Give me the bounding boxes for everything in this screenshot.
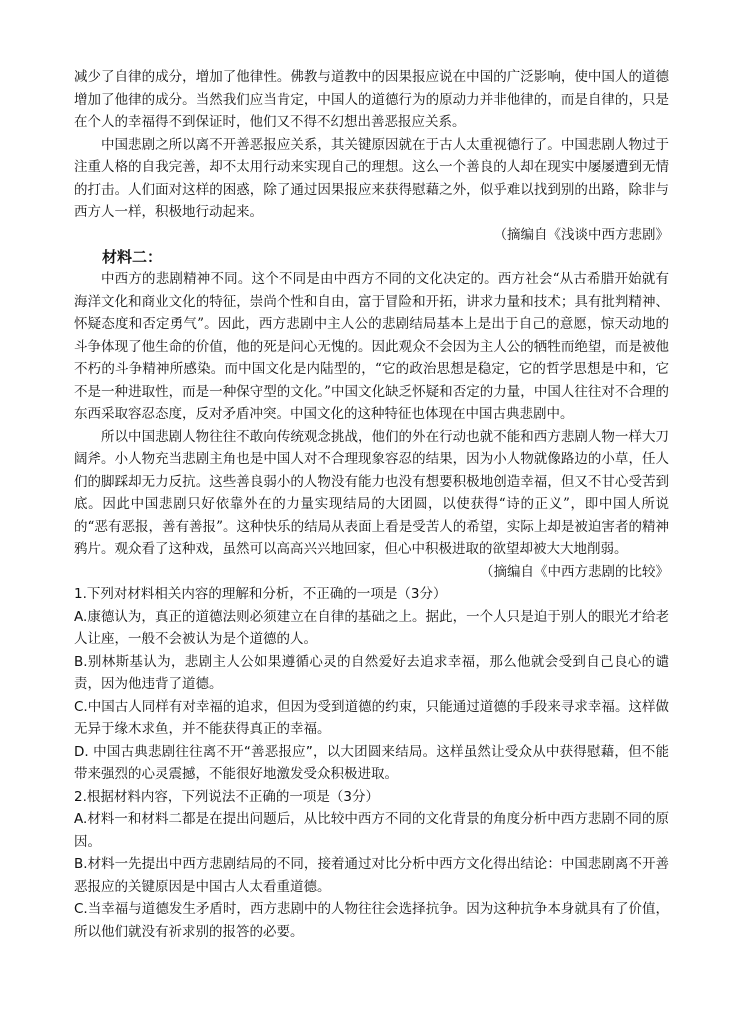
question-2-option-c: C.当幸福与道德发生矛盾时，西方悲剧中的人物往往会选择抗争。因为这种抗争本身就具有了价值，所以他们就没有祈求别的报答的必要。 xyxy=(74,901,669,940)
material1-paragraph-2: 中国悲剧之所以离不开善恶报应关系，其关键原因就在于古人太重视德行了。中国悲剧人物过于注重人格的自我完善，却不太用行动来实现自己的理想。这么一个善良的人却在现实中屡屡遭到无情的打击。人们面对这样的困惑，除了通过因果报应来获得慰藉之外，似乎难以找到别的出路，除非与西方人一样，积极地行动起来。 xyxy=(74,136,669,220)
question-2-option-b: B.材料一先提出中西方悲剧结局的不同，接着通过对比分析中西方文化得出结论：中国悲剧离不开善恶报应的关键原因是中国古人太看重道德。 xyxy=(74,856,669,895)
question-1-option-b: B.别林斯基认为，悲剧主人公如果遵循心灵的自然爱好去追求幸福，那么他就会受到自己良心的谴责，因为他违背了道德。 xyxy=(74,653,669,692)
question-1-option-c: C.中国古人同样有对幸福的追求，但因为受到道德的约束，只能通过道德的手段来寻求幸福。这样做无异于缘木求鱼，并不能获得真正的幸福。 xyxy=(74,698,669,737)
material2-paragraph-2: 所以中国悲剧人物往往不敢向传统观念挑战，他们的外在行动也就不能和西方悲剧人物一样大刀阔斧。小人物充当悲剧主角也是中国人对不合理现象容忍的结果，因为小人物就像路边的小草，任人们的脚踩却无力反抗。这些善良弱小的人物没有能力也没有想要积极地创造幸福，但又不甘心受苦到底。因此中国悲剧只好依靠外在的力量实现结局的大团圆，以使获得“诗的正义”，即中国人所说的“恶有恶报，善有善报”。这种快乐的结局从表面上看是受苦人的希望，实际上却是被迫害者的精神鸦片。观众看了这种戏，虽然可以高高兴兴地回家，但心中积极进取的欲望却被大大地削弱。 xyxy=(74,428,669,557)
material2-paragraph-1: 中西方的悲剧精神不同。这个不同是由中西方不同的文化决定的。西方社会“从古希腊开始就有海洋文化和商业文化的特征，崇尚个性和自由，富于冒险和开拓，讲求力量和技术；具有批判精神、怀疑态度和否定勇气”。因此，西方悲剧中主人公的悲剧结局基本上是出于自己的意愿，惊天动地的斗争体现了他生命的价值，他的死是问心无愧的。因此观众不会因为主人公的牺牲而绝望，而是被他不朽的斗争精神所感染。而中国文化是内陆型的，“它的政治思想是稳定，它的哲学思想是中和，它不是一种进取性，而是一种保守型的文化。”中国文化缺乏怀疑和否定的力量，中国人往往对不合理的东西采取容忍态度，反对矛盾冲突。中国文化的这种特征也体现在中国古典悲剧中。 xyxy=(74,271,669,422)
material2-source: （摘编自《中西方悲剧的比较》 xyxy=(480,563,669,580)
question-1-option-d: D. 中国古典悲剧往往离不开“善恶报应”，以大团圆来结局。这样虽然让受众从中获得慰藉，但不能带来强烈的心灵震撼，不能很好地激发受众积极进取。 xyxy=(74,743,669,782)
material1-paragraph-1: 减少了自律的成分，增加了他律性。佛教与道教中的因果报应说在中国的广泛影响，使中国人的道德增加了他律的成分。当然我们应当肯定，中国人的道德行为的原动力并非他律的，而是自律的，只是在个人的幸福得不到保证时，他们又不得不幻想出善恶报应关系。 xyxy=(74,69,669,130)
material1-source: （摘编自《浅谈中西方悲剧》 xyxy=(493,226,669,243)
question-2-option-a: A.材料一和材料二都是在提出问题后，从比较中西方不同的文化背景的角度分析中西方悲剧不同的原因。 xyxy=(74,811,669,850)
question-1-stem: 1.下列对材料相关内容的理解和分析，不正确的一项是（3分） xyxy=(74,586,447,602)
question-1-option-a: A.康德认为，真正的道德法则必须建立在自律的基础之上。据此，一个人只是迫于别人的眼光才给老人让座，一般不会被认为是个道德的人。 xyxy=(74,608,669,647)
material2-heading: 材料二： xyxy=(102,248,163,266)
question-2-stem: 2.根据材料内容，下列说法不正确的一项是（3分） xyxy=(74,788,379,805)
